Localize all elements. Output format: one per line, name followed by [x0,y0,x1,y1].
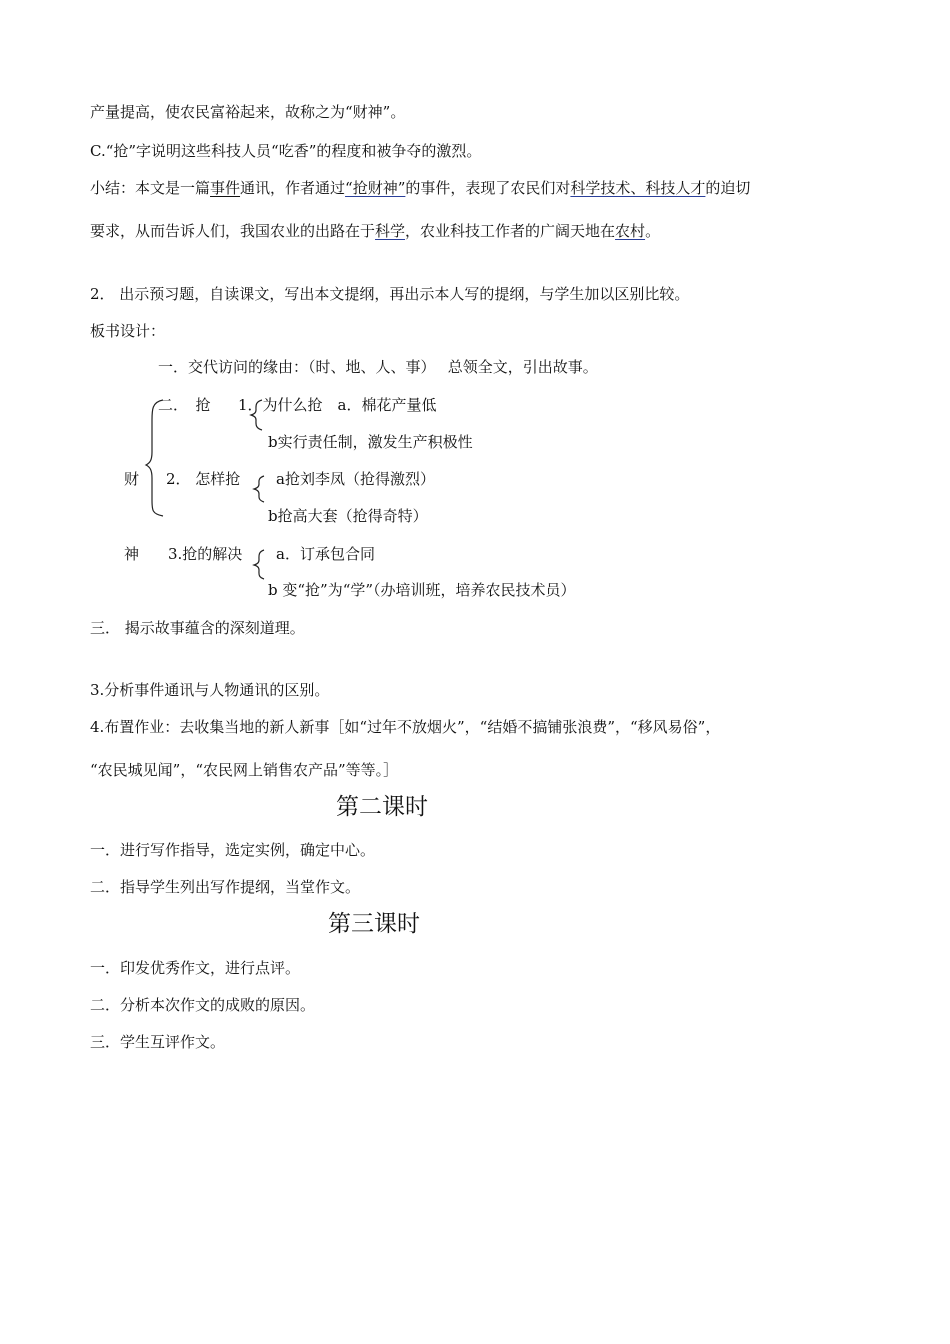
board-line: 1．为什么抢 a．棉花产量低 [238,396,437,414]
lesson-3-item: 二．分析本次作文的成败的原因。 [90,996,316,1014]
summary-blank: 农村 [615,222,646,240]
board-line: a抢刘李凤（抢得激烈） [276,470,435,488]
summary-text: 通讯，作者通过 [240,179,346,197]
step-2: 2． 出示预习题，自读课文，写出本文提纲，再出示本人写的提纲，与学生加以区别比较。 [90,285,690,303]
board-line: b抢高大套（抢得奇特） [268,507,428,525]
step-4-line-2: “农民城见闻”，“农民网上销售农产品”等等。］ [90,761,399,779]
lesson-2-title: 第二课时 [336,794,428,820]
step-4-line-1: 4.布置作业：去收集当地的新人新事［如“过年不放烟火”，“结婚不搞铺张浪费”，“移风易俗”， [90,718,721,736]
step-3: 3.分析事件通讯与人物通讯的区别。 [90,681,330,699]
board-line: 三． 揭示故事蕴含的深刻道理。 [90,619,305,637]
summary-blank: 事件 [210,179,241,197]
summary-blank: 科学技术、科技人才 [570,179,706,197]
board-line: 一．交代访问的缘由：（时、地、人、事） 总领全文，引出故事。 [158,358,598,376]
small-brace-icon [254,476,264,502]
lesson-2-item: 一．进行写作指导，选定实例，确定中心。 [90,841,376,859]
summary-text: ，农业科技工作者的广阔天地在 [405,222,616,240]
summary-blank: 科学 [375,222,406,240]
lesson-3-title: 第三课时 [328,911,420,937]
summary-blank: “抢财神” [345,179,406,197]
summary-text: 的迫切 [705,179,751,197]
board-heading: 板书设计： [90,322,166,340]
board-side-char: 神 [124,545,140,563]
summary-text: 小结：本文是一篇 [90,179,211,197]
lesson-2-item: 二．指导学生列出写作提纲，当堂作文。 [90,878,361,896]
board-line: 3.抢的解决 [168,545,243,563]
board-line: 2． 怎样抢 [166,470,241,488]
large-brace-icon [146,400,163,516]
paragraph-line: 产量提高，使农民富裕起来，故称之为“财神”。 [90,103,406,121]
small-brace-icon [254,550,264,579]
small-brace-icon [251,400,262,430]
lesson-3-item: 一．印发优秀作文，进行点评。 [90,959,301,977]
lesson-3-item: 三．学生互评作文。 [90,1033,226,1051]
board-side-char: 财 [124,470,140,488]
summary-text: 要求，从而告诉人们，我国农业的出路在于 [90,222,376,240]
paragraph-line: C.“抢”字说明这些科技人员“吃香”的程度和被争夺的激烈。 [90,142,482,160]
summary-text: 的事件，表现了农民们对 [405,179,571,197]
board-line: b实行责任制，激发生产积极性 [268,433,473,451]
board-line: b 变“抢”为“学”（办培训班，培养农民技术员） [268,581,576,599]
board-line: 二． 抢 [158,396,211,414]
board-line: a．订承包合同 [276,545,375,563]
summary-text: 。 [645,222,661,240]
